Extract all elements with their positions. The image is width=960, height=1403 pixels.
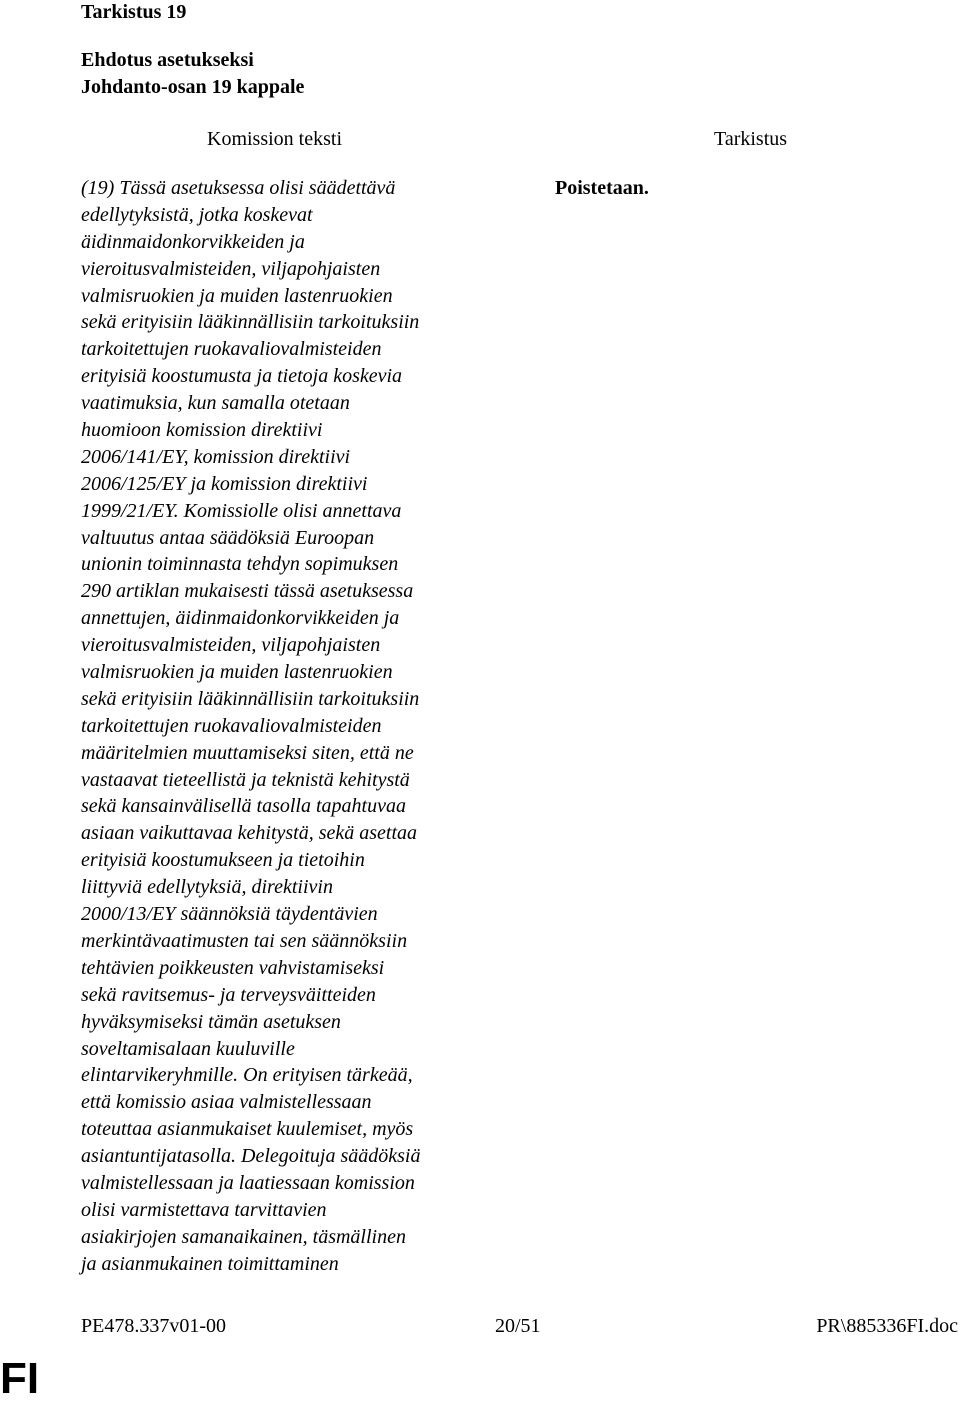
commission-text-line: asiaan vaikuttavaa kehitystä, sekä asettaa [81, 822, 418, 845]
commission-text-line: vieroitusvalmisteiden, viljapohjaisten [81, 257, 381, 280]
commission-text-line: että komissio asiaa valmistellessaan [81, 1091, 372, 1114]
commission-text-line: erityisiä koostumusta ja tietoja koskevia [81, 365, 403, 388]
commission-text-line: vastaavat tieteellistä ja teknistä kehitystä [81, 768, 410, 791]
commission-text-line: vieroitusvalmisteiden, viljapohjaisten [81, 634, 381, 657]
commission-text-column [81, 175, 521, 1278]
commission-text-line: asiantuntijatasolla. Delegoituja säädöksiä [81, 1145, 421, 1168]
proposal-label: Ehdotus asetukseksi [81, 49, 254, 71]
commission-text-line: tarkoitettujen ruokavaliovalmisteiden [81, 714, 382, 737]
language-code: FI [0, 1354, 40, 1403]
commission-text-line: valtuutus antaa säädöksiä Euroopan [81, 526, 375, 549]
commission-text-line: äidinmaidonkorvikkeiden ja [81, 230, 305, 253]
commission-text-line: soveltamisalaan kuuluville [81, 1037, 295, 1060]
commission-text-line: 2006/125/EY ja komission direktiivi [81, 472, 368, 495]
commission-text-line: sekä erityisiin lääkinnällisiin tarkoituksiin [81, 311, 420, 334]
commission-text-line: vaatimuksia, kun samalla otetaan [81, 392, 350, 415]
commission-text-line: merkintävaatimusten tai sen säännöksiin [81, 929, 408, 952]
amendment-text: Poistetaan. [555, 177, 649, 199]
amendment-title: Tarkistus 19 [81, 1, 187, 23]
commission-text-line: asiakirjojen samanaikainen, täsmällinen [81, 1225, 406, 1248]
commission-text-line: huomioon komission direktiivi [81, 419, 323, 442]
commission-text-line: sekä ravitsemus- ja terveysväitteiden [81, 983, 376, 1006]
footer-file-name: PR\885336FI.doc [816, 1315, 958, 1337]
commission-text-line: toteuttaa asianmukaiset kuulemiset, myös [81, 1118, 414, 1141]
commission-text-line: (19) Tässä asetuksessa olisi säädettävä [81, 177, 396, 199]
commission-text-line: edellytyksistä, jotka koskevat [81, 203, 313, 226]
commission-text-line: unionin toiminnasta tehdyn sopimuksen [81, 553, 399, 576]
reference-label: Johdanto-osan 19 kappale [81, 76, 305, 98]
commission-text-line: elintarvikeryhmille. On erityisen tärkeää, [81, 1064, 413, 1087]
commission-text-line: liittyviä edellytyksiä, direktiivin [81, 876, 333, 899]
commission-text-line: ja asianmukainen toimittaminen [81, 1252, 339, 1275]
footer-document-reference: PE478.337v01-00 [81, 1315, 226, 1337]
commission-text-line: valmisruokien ja muiden lastenruokien [81, 661, 393, 684]
commission-text-line: tehtävien poikkeusten vahvistamiseksi [81, 956, 385, 979]
commission-text-line: 2000/13/EY säännöksiä täydentävien [81, 903, 378, 926]
commission-text-line: määritelmien muuttamiseksi siten, että ne [81, 741, 414, 764]
commission-text-line: 1999/21/EY. Komissiolle olisi annettava [81, 499, 402, 522]
commission-text-line: 2006/141/EY, komission direktiivi [81, 445, 351, 468]
commission-text-line: sekä erityisiin lääkinnällisiin tarkoituksiin [81, 687, 420, 710]
commission-text-line: annettujen, äidinmaidonkorvikkeiden ja [81, 607, 400, 630]
left-column-header: Komission teksti [207, 128, 343, 150]
commission-text-line: tarkoitettujen ruokavaliovalmisteiden [81, 338, 382, 361]
commission-text-line: 290 artiklan mukaisesti tässä asetuksessa [81, 580, 414, 603]
commission-text-line: hyväksymiseksi tämän asetuksen [81, 1010, 341, 1033]
commission-text-line: valmisruokien ja muiden lastenruokien [81, 284, 393, 307]
commission-text-line: sekä kansainvälisellä tasolla tapahtuvaa [81, 795, 406, 818]
footer-page-number: 20/51 [495, 1315, 541, 1337]
commission-text-line: valmistellessaan ja laatiessaan komission [81, 1171, 415, 1194]
commission-text-line: olisi varmistettava tarvittavien [81, 1198, 327, 1221]
commission-text-line: erityisiä koostumukseen ja tietoihin [81, 849, 365, 872]
right-column-header: Tarkistus [714, 128, 788, 150]
